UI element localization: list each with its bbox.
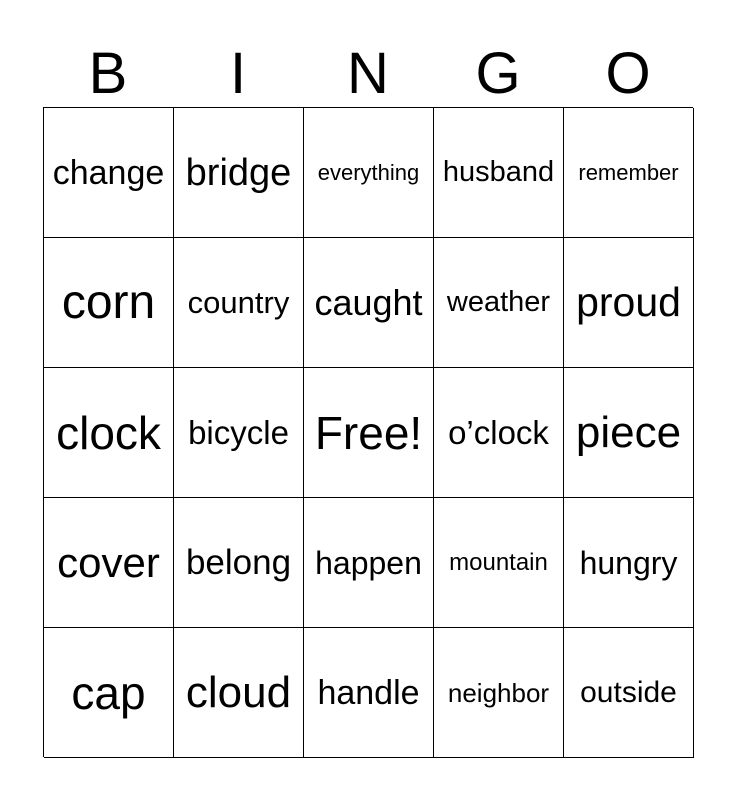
bingo-cell[interactable]: bridge [174,108,304,238]
bingo-cell[interactable]: cloud [174,628,304,758]
bingo-cell[interactable]: cap [44,628,174,758]
bingo-cell[interactable]: change [44,108,174,238]
header-letter-g: G [475,41,521,106]
bingo-cell[interactable]: happen [304,498,434,628]
bingo-cell[interactable]: mountain [434,498,564,628]
bingo-cell[interactable]: piece [564,368,694,498]
bingo-cell[interactable]: belong [174,498,304,628]
bingo-cell[interactable]: weather [434,238,564,368]
bingo-cell[interactable]: neighbor [434,628,564,758]
bingo-cell[interactable]: everything [304,108,434,238]
bingo-cell[interactable]: handle [304,628,434,758]
bingo-cell[interactable]: corn [44,238,174,368]
bingo-cell[interactable]: bicycle [174,368,304,498]
bingo-board [43,107,693,757]
bingo-cell[interactable]: cover [44,498,174,628]
bingo-cell[interactable]: clock [44,368,174,498]
bingo-cell[interactable]: country [174,238,304,368]
header-letter-o: O [605,41,651,106]
bingo-cell[interactable]: remember [564,108,694,238]
bingo-cell[interactable]: hungry [564,498,694,628]
bingo-cell[interactable]: husband [434,108,564,238]
free-space-cell[interactable]: Free! [304,368,434,498]
header-letter-b: B [88,41,128,106]
bingo-cell[interactable]: proud [564,238,694,368]
header-letter-n: N [347,41,389,106]
bingo-cell[interactable]: outside [564,628,694,758]
bingo-header [43,40,693,108]
bingo-cell[interactable]: o’clock [434,368,564,498]
header-letter-i: I [229,41,247,106]
bingo-cell[interactable]: caught [304,238,434,368]
